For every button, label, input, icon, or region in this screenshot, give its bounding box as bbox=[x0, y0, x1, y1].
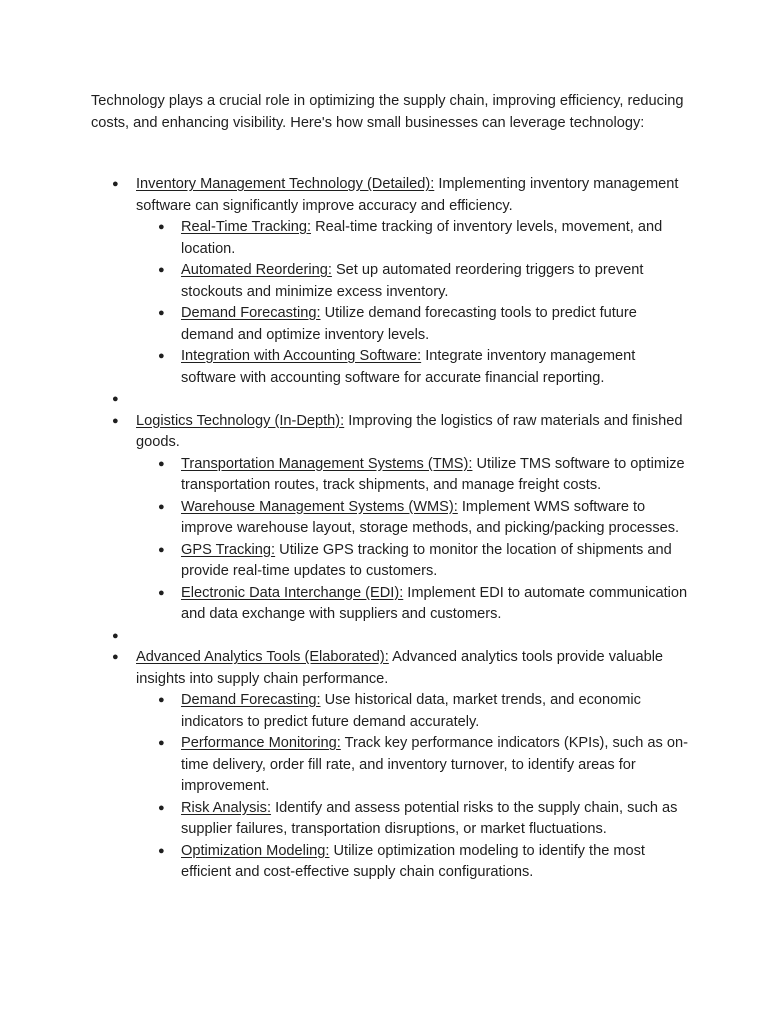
item-desc: Track key performance indicators (KPIs), such as on-time delivery, order fill rate, and inventory turnover, to identify areas for improvement. bbox=[181, 735, 688, 794]
list-item bbox=[136, 583, 691, 626]
list-item bbox=[136, 690, 691, 733]
item-desc: Use historical data, market trends, and economic indicators to predict future demand accurately. bbox=[181, 692, 641, 730]
section-desc: Implementing inventory management software can significantly improve accuracy and efficiency. bbox=[136, 176, 679, 214]
sub-bullet-list bbox=[136, 217, 691, 389]
item-desc: Implement WMS software to improve warehouse layout, storage methods, and picking/packing processes. bbox=[181, 498, 680, 536]
item-term: Demand Forecasting: bbox=[181, 305, 321, 321]
list-item bbox=[136, 733, 691, 798]
item-term: Integration with Accounting Software: bbox=[181, 348, 422, 364]
item-term: Real-Time Tracking: bbox=[181, 219, 312, 235]
section-desc: Improving the logistics of raw materials and finished goods. bbox=[136, 412, 683, 450]
list-item bbox=[136, 497, 691, 540]
item-term: Transportation Management Systems (TMS): bbox=[181, 455, 473, 472]
sub-bullet-list bbox=[136, 454, 691, 626]
section-desc: Advanced analytics tools provide valuable insights into supply chain performance. bbox=[136, 649, 664, 687]
section-term: Inventory Management Technology (Detailed): bbox=[136, 176, 435, 192]
item-term: Risk Analysis: bbox=[181, 799, 272, 816]
section-logistics bbox=[91, 411, 691, 626]
section-analytics bbox=[91, 647, 691, 884]
item-term: Warehouse Management Systems (WMS): bbox=[181, 498, 458, 515]
item-desc: Utilize demand forecasting tools to predict future demand and optimize inventory levels. bbox=[181, 305, 637, 343]
item-term: Electronic Data Interchange (EDI): bbox=[181, 584, 404, 601]
main-bullet-list bbox=[91, 174, 691, 884]
item-desc: Integrate inventory management software with accounting software for accurate financial reporting. bbox=[181, 348, 636, 386]
item-term: Automated Reordering: bbox=[181, 262, 332, 278]
list-item bbox=[136, 798, 691, 841]
item-desc: Utilize optimization modeling to identify the most efficient and cost-effective supply chain configurations. bbox=[181, 842, 645, 880]
section-term: Logistics Technology (In-Depth): bbox=[136, 412, 345, 429]
item-desc: Utilize GPS tracking to monitor the location of shipments and provide real-time updates to customers. bbox=[181, 541, 672, 579]
list-item bbox=[136, 260, 691, 303]
list-item bbox=[136, 303, 691, 346]
item-term: GPS Tracking: bbox=[181, 541, 276, 558]
item-desc: Identify and assess potential risks to the supply chain, such as supplier failures, transportation disruptions, or market fluctuations. bbox=[181, 799, 678, 837]
item-desc: Set up automated reordering triggers to prevent stockouts and minimize excess inventory. bbox=[181, 262, 644, 300]
sub-bullet-list bbox=[136, 690, 691, 884]
item-term: Optimization Modeling: bbox=[181, 842, 330, 859]
section-term: Advanced Analytics Tools (Elaborated): bbox=[136, 649, 389, 665]
list-item bbox=[136, 841, 691, 884]
item-term: Performance Monitoring: bbox=[181, 735, 341, 751]
item-desc: Utilize TMS software to optimize transportation routes, track shipments, and manage freight costs. bbox=[181, 455, 685, 493]
empty-bullet bbox=[91, 626, 691, 648]
list-item bbox=[136, 346, 691, 389]
intro-paragraph: Technology plays a crucial role in optimizing the supply chain, improving efficiency, reducing costs, and enhancing visibility. Here's how small businesses can leverage technology: bbox=[91, 93, 684, 131]
item-desc: Real-time tracking of inventory levels, movement, and location. bbox=[181, 219, 663, 257]
list-item bbox=[136, 540, 691, 583]
section-inventory bbox=[91, 174, 691, 389]
list-item bbox=[136, 454, 691, 497]
item-desc: Implement EDI to automate communication and data exchange with suppliers and customers. bbox=[181, 584, 688, 622]
empty-bullet bbox=[91, 389, 691, 411]
item-term: Demand Forecasting: bbox=[181, 692, 321, 708]
list-item bbox=[136, 217, 691, 260]
